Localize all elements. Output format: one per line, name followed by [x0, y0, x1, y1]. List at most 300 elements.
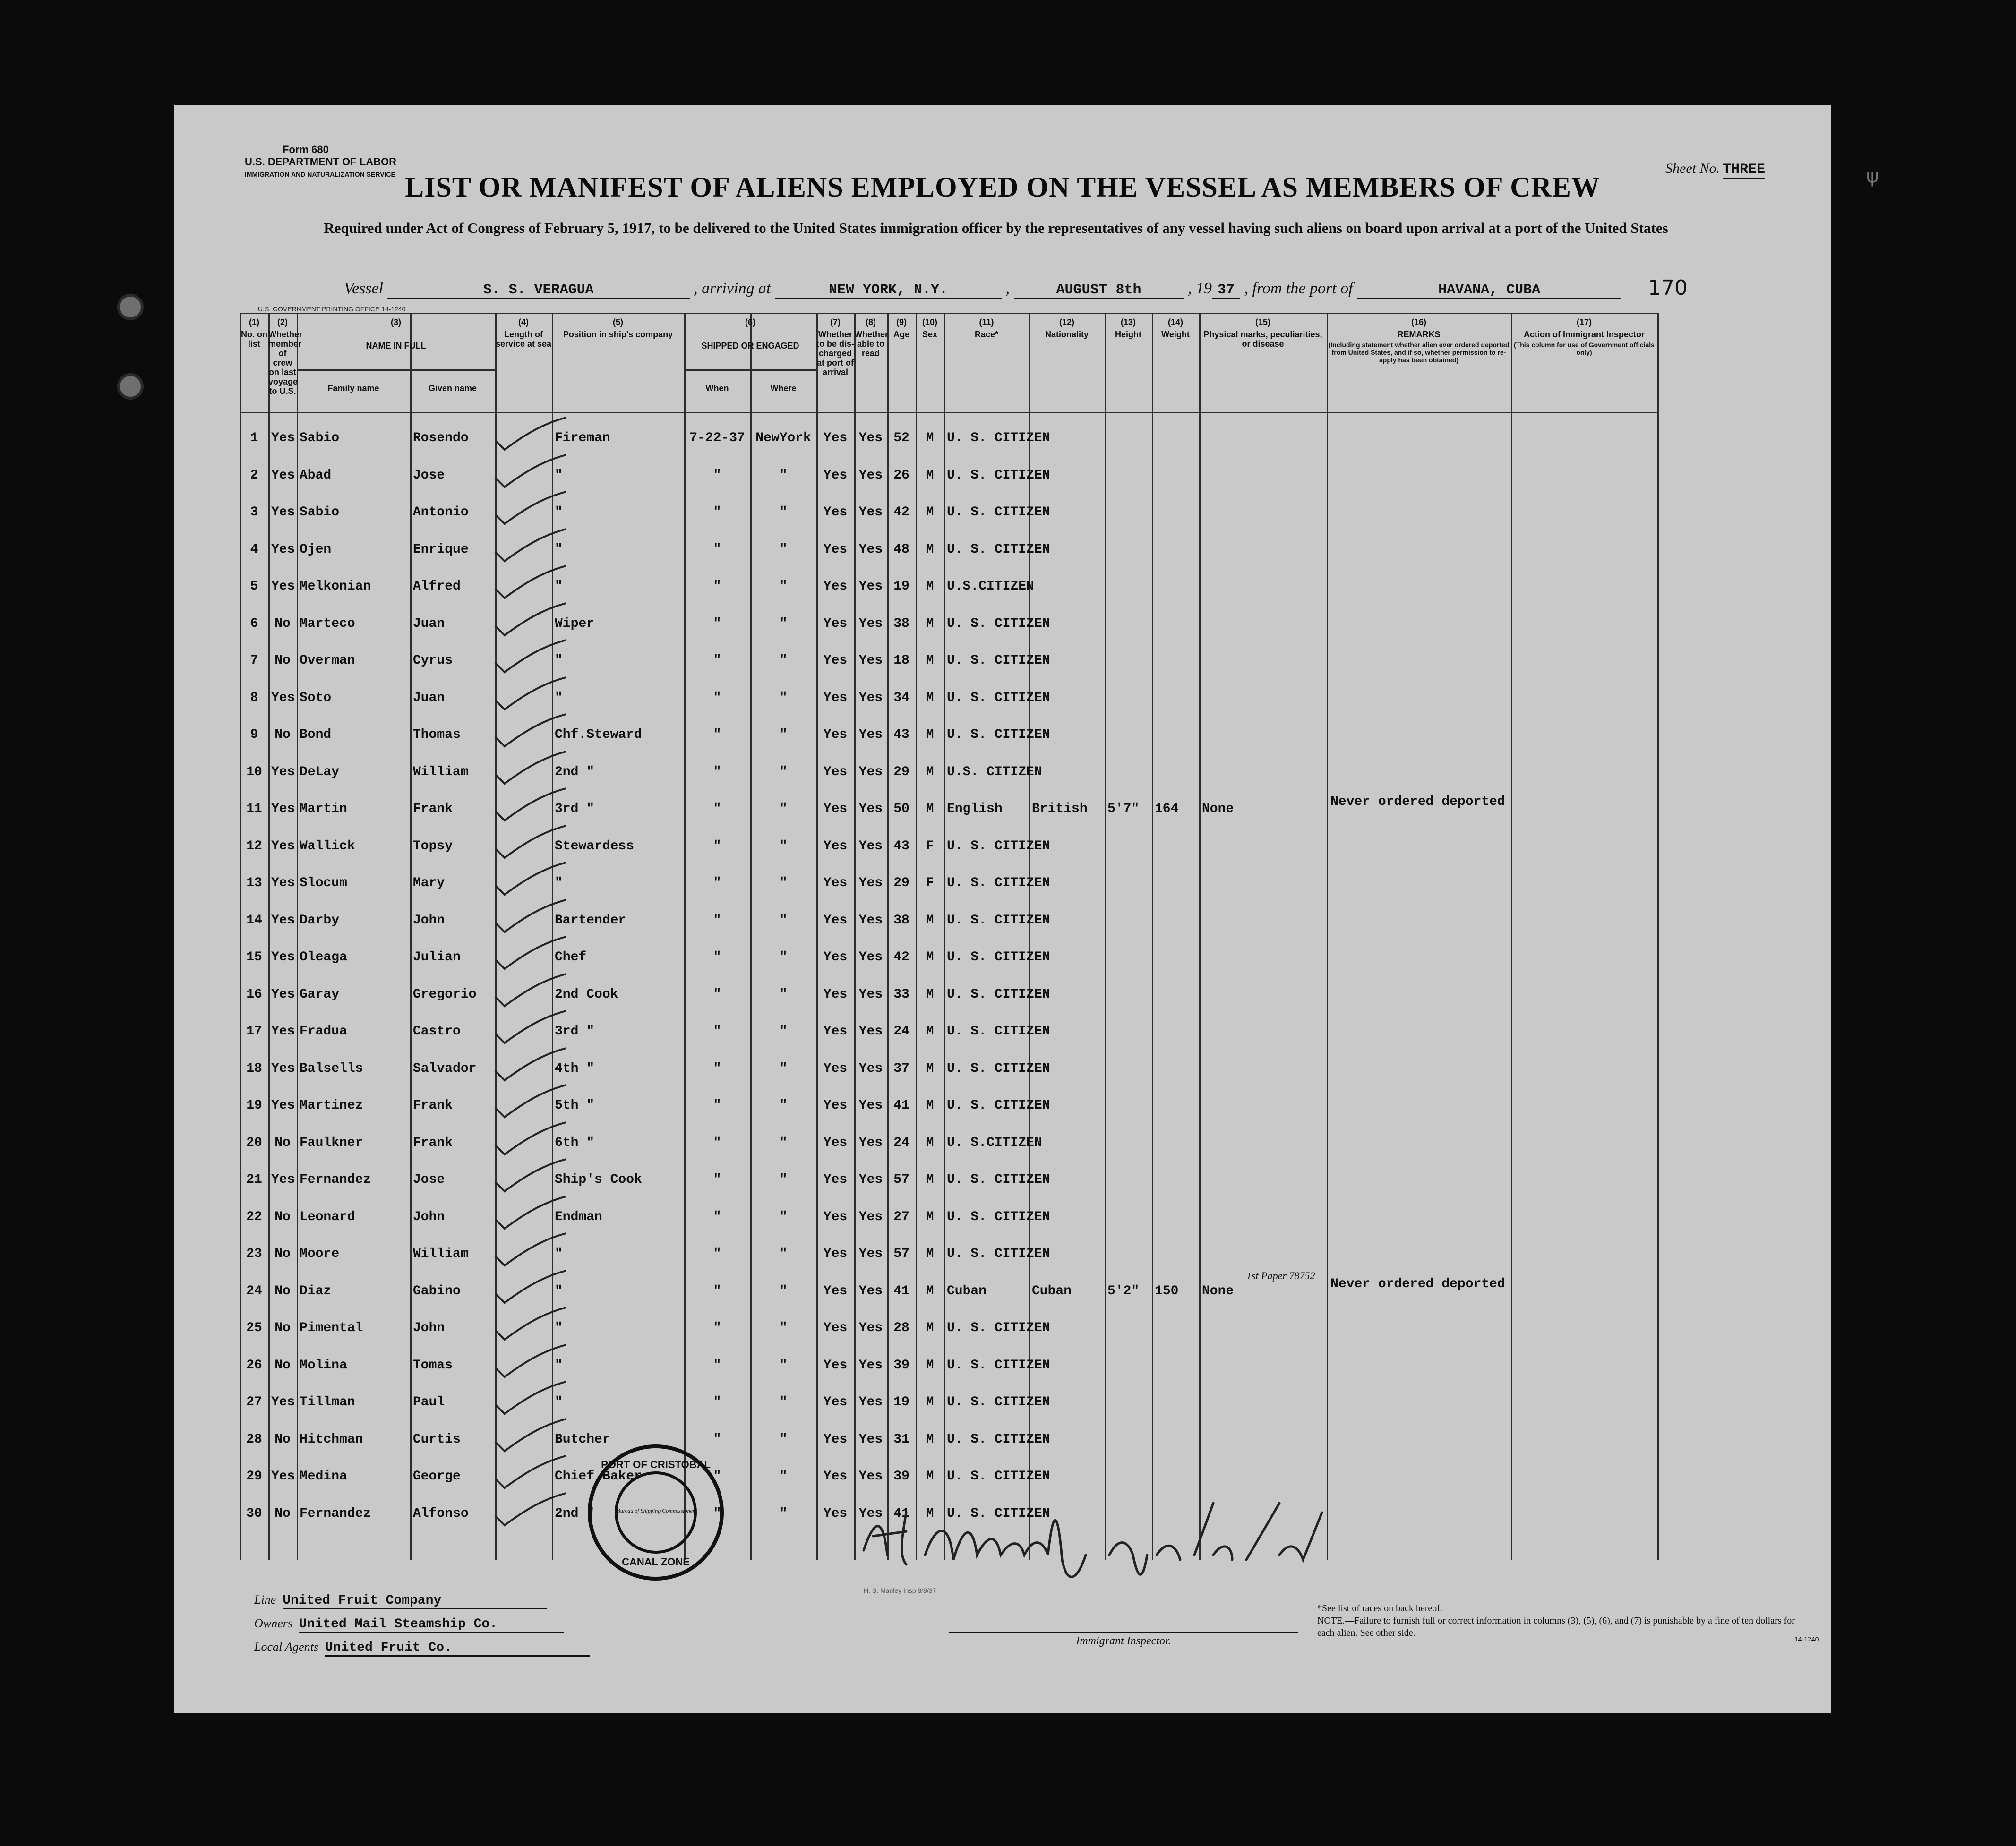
table-cell-nationality: British: [1032, 802, 1088, 816]
table-row-rule: [240, 412, 1657, 413]
table-cell-prev: Yes: [271, 1024, 295, 1039]
table-column-rule: [916, 313, 917, 1560]
table-cell-given: Rosendo: [413, 431, 469, 445]
check-mark-icon: [486, 1121, 571, 1159]
table-cell-prev: No: [275, 1283, 291, 1299]
binder-hole: [117, 294, 144, 320]
table-cell-race: U. S. CITIZEN: [947, 542, 1050, 557]
table-cell-sex: M: [926, 950, 934, 965]
table-column-rule: [410, 313, 412, 1560]
table-cell-read: Yes: [858, 1358, 883, 1373]
check-mark-icon: [486, 528, 571, 566]
table-cell-nationality: Cuban: [1032, 1283, 1072, 1299]
table-cell-age: 57: [893, 1247, 909, 1261]
table-column-rule: [1199, 313, 1201, 1560]
table-cell-where: ": [779, 876, 788, 890]
table-cell-where: ": [779, 1024, 788, 1039]
table-cell-marks: None: [1202, 1283, 1234, 1299]
table-cell-when: ": [713, 876, 721, 890]
table-cell-prev: Yes: [271, 950, 295, 965]
table-cell-read: Yes: [858, 690, 883, 705]
inspector-label: Immigrant Inspector.: [949, 1632, 1298, 1648]
table-cell-disch: Yes: [823, 653, 848, 668]
table-cell-sex: M: [926, 542, 934, 557]
table-cell-position: Chf.Steward: [555, 727, 642, 742]
check-mark-icon: [486, 1455, 571, 1493]
table-cell-race: U. S. CITIZEN: [947, 431, 1050, 445]
column-subheader: Given name: [428, 384, 477, 393]
table-cell-position: Wiper: [555, 616, 595, 631]
table-cell-position: ": [555, 579, 563, 594]
table-cell-sex: M: [926, 505, 934, 520]
table-cell-when: ": [713, 1506, 721, 1521]
table-cell-disch: Yes: [823, 1321, 848, 1335]
table-cell-prev: Yes: [271, 690, 295, 705]
table-cell-age: 39: [893, 1358, 909, 1373]
table-cell-prev: No: [275, 1432, 291, 1447]
table-cell-sex: M: [926, 1321, 934, 1335]
table-cell-given: Mary: [413, 876, 445, 890]
column-header: (9) Age: [893, 317, 909, 339]
check-mark-icon: [486, 1232, 571, 1270]
table-cell-sex: M: [926, 1506, 934, 1521]
binder-hole: [117, 373, 144, 400]
page-number: 170: [1648, 276, 1688, 300]
table-cell-prev: No: [275, 727, 291, 742]
table-cell-no: 21: [246, 1172, 262, 1187]
table-cell-prev: Yes: [271, 1098, 295, 1113]
table-cell-family: Molina: [300, 1358, 347, 1373]
table-cell-sex: M: [926, 1395, 934, 1410]
table-cell-disch: Yes: [823, 579, 848, 594]
table-cell-prev: Yes: [271, 802, 295, 816]
table-cell-disch: Yes: [823, 876, 848, 890]
table-cell-where: NewYork: [755, 431, 811, 445]
check-mark-icon: [486, 1084, 571, 1122]
table-cell-where: ": [779, 950, 788, 965]
table-cell-disch: Yes: [823, 1432, 848, 1447]
table-cell-disch: Yes: [823, 468, 848, 483]
table-cell-where: ": [779, 542, 788, 557]
table-cell-given: Frank: [413, 802, 453, 816]
check-mark-icon: [486, 1047, 571, 1085]
column-header: (8) Whether able to read: [854, 317, 888, 358]
table-cell-disch: Yes: [823, 1209, 848, 1224]
table-cell-race: U. S. CITIZEN: [947, 987, 1050, 1002]
column-header: (13) Height: [1115, 317, 1141, 339]
table-cell-disch: Yes: [823, 1469, 848, 1484]
table-column-rule: [268, 313, 270, 1560]
table-cell-position: ": [555, 542, 563, 557]
svg-text:CANAL ZONE: CANAL ZONE: [622, 1556, 690, 1568]
table-cell-race: U. S. CITIZEN: [947, 727, 1050, 742]
table-cell-read: Yes: [858, 579, 883, 594]
check-mark-icon: [486, 713, 571, 751]
table-cell-sex: M: [926, 468, 934, 483]
table-cell-read: Yes: [858, 1506, 883, 1521]
table-cell-read: Yes: [858, 505, 883, 520]
sheet-number: Sheet No. THREE: [1665, 161, 1765, 178]
table-cell-family: Pimental: [300, 1321, 363, 1335]
departure-port: HAVANA, CUBA: [1357, 282, 1621, 299]
table-cell-sex: M: [926, 579, 934, 594]
check-mark-icon: [486, 1492, 571, 1530]
table-cell-sex: M: [926, 1432, 934, 1447]
table-cell-where: ": [779, 1469, 788, 1484]
table-cell-given: Alfonso: [413, 1506, 469, 1521]
check-mark-icon: [486, 825, 571, 863]
table-cell-where: ": [779, 579, 788, 594]
table-cell-no: 26: [246, 1358, 262, 1373]
table-cell-no: 27: [246, 1395, 262, 1410]
table-cell-position: ": [555, 505, 563, 520]
table-cell-age: 26: [893, 468, 909, 483]
table-column-rule: [1152, 313, 1153, 1560]
table-cell-disch: Yes: [823, 1061, 848, 1076]
table-cell-when: ": [713, 542, 721, 557]
table-cell-no: 30: [246, 1506, 262, 1521]
table-cell-position: ": [555, 1395, 563, 1410]
table-cell-read: Yes: [858, 764, 883, 779]
table-cell-where: ": [779, 1098, 788, 1113]
table-cell-when: ": [713, 1247, 721, 1261]
table-cell-race: U. S. CITIZEN: [947, 1247, 1050, 1261]
table-cell-race: U. S. CITIZEN: [947, 1172, 1050, 1187]
table-cell-family: Faulkner: [300, 1135, 363, 1150]
check-mark-icon: [486, 1196, 571, 1233]
table-cell-race: U. S. CITIZEN: [947, 838, 1050, 854]
table-cell-no: 4: [250, 542, 258, 557]
table-cell-disch: Yes: [823, 1172, 848, 1187]
table-cell-age: 38: [893, 913, 909, 928]
table-cell-when: ": [713, 1024, 721, 1039]
table-column-rule: [240, 313, 241, 1560]
table-cell-position: ": [555, 468, 563, 483]
table-cell-family: Martin: [300, 802, 347, 816]
check-mark-icon: [486, 1381, 571, 1419]
table-cell-no: 28: [246, 1432, 262, 1447]
table-cell-marks: None: [1202, 802, 1234, 816]
table-cell-no: 8: [250, 690, 258, 705]
table-subheader-rule: [684, 369, 816, 371]
table-cell-race: U. S. CITIZEN: [947, 1098, 1050, 1113]
table-cell-prev: Yes: [271, 913, 295, 928]
table-cell-given: Thomas: [413, 727, 461, 742]
table-cell-given: Paul: [413, 1395, 445, 1410]
table-cell-read: Yes: [858, 653, 883, 668]
check-mark-icon: [486, 1010, 571, 1048]
table-cell-family: Melkonian: [300, 579, 371, 594]
table-cell-age: 27: [893, 1209, 909, 1224]
column-header: (4) Length of service at sea: [495, 317, 552, 349]
table-cell-age: 42: [893, 950, 909, 965]
column-header: (17) Action of Immigrant Inspector (This column for use of Government officials only): [1514, 317, 1655, 356]
table-cell-sex: M: [926, 1358, 934, 1373]
table-cell-age: 29: [893, 876, 909, 890]
table-cell-weight: 164: [1155, 802, 1179, 816]
table-cell-position: 3rd ": [555, 1024, 595, 1039]
table-cell-no: 1: [250, 431, 258, 445]
table-column-rule: [1105, 313, 1106, 1560]
table-cell-prev: Yes: [271, 468, 295, 483]
table-cell-when: ": [713, 505, 721, 520]
table-cell-when: 7-22-37: [689, 431, 745, 445]
table-cell-sex: M: [926, 1209, 934, 1224]
table-cell-prev: Yes: [271, 987, 295, 1002]
table-cell-given: Enrique: [413, 542, 469, 557]
table-cell-position: Bartender: [555, 913, 626, 928]
form-line: U.S. DEPARTMENT OF LABOR: [245, 156, 397, 168]
table-cell-disch: Yes: [823, 1098, 848, 1113]
table-cell-race: U. S. CITIZEN: [947, 1395, 1050, 1410]
table-cell-when: ": [713, 987, 721, 1002]
table-cell-family: Sabio: [300, 505, 340, 520]
table-cell-prev: No: [275, 1506, 291, 1521]
table-cell-read: Yes: [858, 1135, 883, 1150]
table-cell-family: Fradua: [300, 1024, 347, 1039]
table-cell-when: ": [713, 690, 721, 705]
table-cell-race: U. S. CITIZEN: [947, 690, 1050, 705]
table-cell-where: ": [779, 1432, 788, 1447]
table-column-rule: [1511, 313, 1512, 1560]
table-cell-family: Sabio: [300, 431, 340, 445]
table-cell-disch: Yes: [823, 1247, 848, 1261]
table-cell-when: ": [713, 764, 721, 779]
table-cell-disch: Yes: [823, 1024, 848, 1039]
column-subheader: When: [705, 384, 729, 393]
table-cell-disch: Yes: [823, 913, 848, 928]
table-cell-when: ": [713, 1432, 721, 1447]
table-cell-race: U. S. CITIZEN: [947, 653, 1050, 668]
table-cell-given: Gabino: [413, 1283, 461, 1299]
table-cell-given: Tomas: [413, 1358, 453, 1373]
margin-mark: ψ: [1866, 165, 1879, 187]
table-cell-read: Yes: [858, 468, 883, 483]
table-cell-age: 57: [893, 1172, 909, 1187]
table-cell-disch: Yes: [823, 690, 848, 705]
table-cell-position: ": [555, 1358, 563, 1373]
table-cell-sex: M: [926, 1024, 934, 1039]
check-mark-icon: [486, 676, 571, 714]
table-column-rule: [944, 313, 945, 1560]
table-cell-read: Yes: [858, 1321, 883, 1335]
table-cell-read: Yes: [858, 802, 883, 816]
footer-agents: Local Agents United Fruit Co.: [254, 1640, 590, 1657]
table-cell-sex: M: [926, 1247, 934, 1261]
table-cell-height: 5'7": [1107, 802, 1140, 816]
table-cell-sex: M: [926, 1283, 934, 1299]
column-header: (11) Race*: [974, 317, 999, 339]
table-cell-disch: Yes: [823, 727, 848, 742]
table-cell-when: ": [713, 802, 721, 816]
table-cell-prev: No: [275, 1135, 291, 1150]
inspector-signature: [854, 1484, 1487, 1598]
table-cell-read: Yes: [858, 542, 883, 557]
table-cell-position: 6th ": [555, 1135, 595, 1150]
check-mark-icon: [486, 491, 571, 529]
table-cell-age: 38: [893, 616, 909, 631]
table-cell-race: U.S.CITIZEN: [947, 579, 1034, 594]
manifest-sheet: [174, 105, 1831, 1713]
printing-line: U.S. GOVERNMENT PRINTING OFFICE 14-1240: [258, 305, 406, 313]
table-cell-read: Yes: [858, 1061, 883, 1076]
table-cell-family: Martinez: [300, 1098, 363, 1113]
table-cell-age: 19: [893, 579, 909, 594]
table-cell-no: 23: [246, 1247, 262, 1261]
table-cell-no: 3: [250, 505, 258, 520]
table-cell-no: 16: [246, 987, 262, 1002]
table-cell-family: Soto: [300, 690, 332, 705]
table-cell-position: 4th ": [555, 1061, 595, 1076]
table-cell-given: John: [413, 1321, 445, 1335]
table-cell-when: ": [713, 1209, 721, 1224]
table-cell-sex: M: [926, 690, 934, 705]
check-mark-icon: [486, 787, 571, 825]
table-cell-position: Ship's Cook: [555, 1172, 642, 1187]
table-cell-remarks: Never ordered deported: [1330, 1276, 1505, 1291]
arrival-port: NEW YORK, N.Y.: [775, 282, 1002, 299]
table-cell-read: Yes: [858, 1469, 883, 1484]
table-cell-race: U. S. CITIZEN: [947, 1506, 1050, 1521]
table-cell-family: Oleaga: [300, 950, 347, 965]
table-cell-family: DeLay: [300, 764, 340, 779]
table-cell-where: ": [779, 1172, 788, 1187]
table-cell-prev: No: [275, 1247, 291, 1261]
table-cell-sex: M: [926, 616, 934, 631]
table-cell-given: Juan: [413, 690, 445, 705]
table-cell-race: Cuban: [947, 1283, 987, 1299]
table-cell-where: ": [779, 913, 788, 928]
footer-owners: Owners United Mail Steamship Co.: [254, 1616, 564, 1633]
table-cell-race: U. S. CITIZEN: [947, 1469, 1050, 1484]
table-cell-position: ": [555, 1321, 563, 1335]
check-mark-icon: [486, 1418, 571, 1456]
table-column-rule: [297, 313, 298, 1560]
table-cell-given: Antonio: [413, 505, 469, 520]
table-cell-no: 5: [250, 579, 258, 594]
table-cell-when: ": [713, 1283, 721, 1299]
table-cell-position: ": [555, 1283, 563, 1299]
table-cell-no: 13: [246, 876, 262, 890]
manifest-table: [240, 313, 1752, 1569]
table-cell-no: 7: [250, 653, 258, 668]
table-cell-prev: Yes: [271, 505, 295, 520]
table-cell-no: 14: [246, 913, 262, 928]
table-cell-race: U. S. CITIZEN: [947, 1321, 1050, 1335]
table-cell-disch: Yes: [823, 1395, 848, 1410]
column-header: (2) Whether member of crew on last voyage to U.S.: [268, 317, 302, 396]
check-mark-icon: [486, 602, 571, 640]
table-cell-sex: F: [926, 838, 934, 854]
table-column-rule: [750, 313, 752, 1560]
column-header: (6) SHIPPED OR ENGAGED: [701, 317, 799, 350]
table-cell-where: ": [779, 1283, 788, 1299]
table-cell-family: Garay: [300, 987, 340, 1002]
table-cell-where: ": [779, 468, 788, 483]
table-cell-prev: Yes: [271, 838, 295, 854]
table-column-rule: [1029, 313, 1030, 1560]
table-column-rule: [854, 313, 856, 1560]
table-cell-age: 18: [893, 653, 909, 668]
check-mark-icon: [486, 454, 571, 492]
table-cell-family: Hitchman: [300, 1432, 363, 1447]
table-cell-position: ": [555, 1247, 563, 1261]
table-cell-when: ": [713, 913, 721, 928]
table-cell-no: 29: [246, 1469, 262, 1484]
table-cell-prev: Yes: [271, 1469, 295, 1484]
table-cell-prev: Yes: [271, 1395, 295, 1410]
table-cell-race: U. S. CITIZEN: [947, 1432, 1050, 1447]
table-cell-no: 17: [246, 1024, 262, 1039]
table-cell-race: U. S. CITIZEN: [947, 913, 1050, 928]
table-column-rule: [1657, 313, 1659, 1560]
table-cell-race: U. S.CITIZEN: [947, 1135, 1042, 1150]
table-cell-age: 24: [893, 1024, 909, 1039]
table-cell-where: ": [779, 1247, 788, 1261]
table-cell-read: Yes: [858, 913, 883, 928]
table-cell-disch: Yes: [823, 1506, 848, 1521]
table-cell-sex: M: [926, 987, 934, 1002]
page-title: LIST OR MANIFEST OF ALIENS EMPLOYED ON THE VESSEL AS MEMBERS OF CREW: [405, 171, 1600, 203]
table-cell-family: Medina: [300, 1469, 347, 1484]
arrival-date: AUGUST 8th: [1014, 282, 1184, 299]
table-cell-sex: M: [926, 1172, 934, 1187]
table-cell-sex: F: [926, 876, 934, 890]
check-mark-icon: [486, 751, 571, 788]
table-cell-where: ": [779, 802, 788, 816]
footer-notes: *See list of races on back hereof. NOTE.—Failure to furnish full or correct information in columns (3), (5), (6), and (7) is punishable by a fine of ten dollars for each alien. See other side.: [1317, 1603, 1795, 1638]
table-cell-where: ": [779, 1358, 788, 1373]
table-cell-prev: Yes: [271, 542, 295, 557]
table-cell-where: ": [779, 1506, 788, 1521]
table-cell-family: Bond: [300, 727, 332, 742]
column-header: (7) Whether to be dis-charged at port of arrival: [816, 317, 854, 377]
table-cell-no: 20: [246, 1135, 262, 1150]
table-cell-given: Topsy: [413, 838, 453, 854]
table-cell-when: ": [713, 653, 721, 668]
table-cell-family: Moore: [300, 1247, 340, 1261]
check-mark-icon: [486, 1344, 571, 1382]
table-cell-when: ": [713, 1469, 721, 1484]
table-cell-read: Yes: [858, 838, 883, 854]
table-cell-given: Jose: [413, 468, 445, 483]
table-cell-given: John: [413, 913, 445, 928]
table-cell-disch: Yes: [823, 1283, 848, 1299]
table-cell-family: Darby: [300, 913, 340, 928]
table-cell-no: 15: [246, 950, 262, 965]
table-cell-race: U. S. CITIZEN: [947, 1024, 1050, 1039]
table-cell-prev: Yes: [271, 1061, 295, 1076]
table-cell-given: George: [413, 1469, 461, 1484]
check-mark-icon: [486, 565, 571, 603]
table-cell-prev: No: [275, 653, 291, 668]
table-cell-where: ": [779, 764, 788, 779]
table-cell-when: ": [713, 1358, 721, 1373]
table-column-rule: [684, 313, 686, 1560]
check-mark-icon: [486, 899, 571, 937]
table-cell-race: English: [947, 802, 1003, 816]
check-mark-icon: [486, 417, 571, 454]
table-cell-prev: Yes: [271, 876, 295, 890]
svg-text:Bureau of Shipping Commissione: Bureau of Shipping Commissioner: [617, 1507, 695, 1514]
table-cell-no: 9: [250, 727, 258, 742]
column-header: (12) Nationality: [1045, 317, 1089, 339]
table-cell-position: 2nd Cook: [555, 987, 618, 1002]
table-cell-given: Salvador: [413, 1061, 477, 1076]
table-cell-prev: No: [275, 616, 291, 631]
table-cell-position: Chef: [555, 950, 587, 965]
vessel-line: Vessel S. S. VERAGUA , arriving at NEW YORK, N.Y. , AUGUST 8th , 19 37 , from the port of HAVANA, CUBA: [344, 280, 1620, 299]
